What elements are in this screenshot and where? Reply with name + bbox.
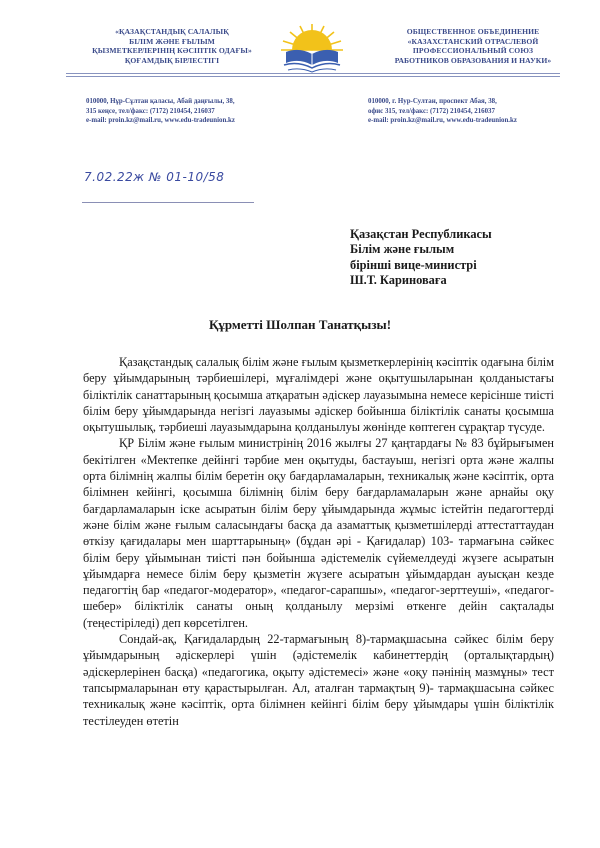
address-line: офис 315, тел/факс: (7172) 210454, 216037 [368,107,495,115]
org-name-kazakh-line: «ҚАЗАҚСТАНДЫҚ САЛАЛЫҚ [115,27,229,36]
address-line: 010000, Нұр-Сұлтан қаласы, Абай даңғылы, 38, [86,98,235,105]
address-kazakh [86,97,235,126]
org-name-russian [368,27,578,65]
header-divider [66,76,560,77]
org-name-kazakh-line: ҚЫЗМЕТКЕРЛЕРІНІҢ КӘСІПТІК ОДАҒЫ» [92,46,252,56]
org-name-russian-line: ОБЩЕСТВЕННОЕ ОБЪЕДИНЕНИЕ [406,27,540,36]
recipient-line: Білім және ғылым [350,242,455,257]
outgoing-number-underline [82,202,254,203]
address-line: 010000, г. Нур-Султан, проспект Абая, 38, [368,98,497,105]
header-divider [66,73,560,74]
recipient-line: бірінші вице-министрі [350,257,477,272]
body-paragraph: ҚР Білім және ғылым министрінің 2016 жылғы 27 қаңтардағы № 83 бұйрығымен бекітілген «Мектепке дейінгі тәрбие мен оқытуды, бастауыш, негізгі орта және жалпы орта білімнің жалпы білім беретін оқу бағдарламаларын, техникалық және кәсіптік, орта білімнен кейінгі, қосымша білімнің білім беру бағдарламаларын және арнайы оқу бағдарламаларын іске асыратын білім беру ұйымдарында жұмыс істейтін педагогтерді және білім және ғылым саласындағы басқа да азаматтық қызметшілерді аттестаттаудан өткізу қағидалары мен шарттарының» (бұдан әрі - Қағидалар) 103- тармағына сәйкес білім беру ұйымынан тиісті пән бойынша әдістемелік сүйемелдеуді жүзеге асыратын ұйымдарға немесе білім беру қызметін жүзеге асыратын ұйымдардан ауысқан кезде педагогтің бар «педагог-модератор», «педагог-сарапшы», «педагог-зерттеуші», «педагог-шебер» біліктілік санаты оның қолданылу мерзімі өткенге дейін сақталады (теңестіріледі) деп көрсетілген. [83,436,554,630]
org-name-russian-line: РАБОТНИКОВ ОБРАЗОВАНИЯ И НАУКИ» [394,55,552,65]
letter-body [83,354,554,729]
address-line: e-mail: proin.kz@mail.ru, www.edu-tradeunion.kz [368,117,517,125]
address-russian [368,97,517,126]
org-name-kazakh [78,27,266,65]
address-line: 315 кеңсе, тел/факс: (7172) 210454, 216037 [86,107,215,115]
body-paragraph: Қазақстандық салалық білім және ғылым қызметкерлерінің кәсіптік одағына білім беру ұйымдарының тәрбиешілері, мұғалімдері және оқытушыларынан қолданыстағы біліктілік санаттарының қосымша атқаратын әдіскер лауазымына немесе керісінше тиісті білім беру ұйымдарында негізгі лауазымы әдіскер бойынша біліктілік санаты қосымша оқытушылық, тәрбиеші лауазымдарына қолданылуы жөнінде көптеген сұрақтар түсуде. [83,355,554,435]
recipient-line: Ш.Т. Кариноваға [350,273,447,288]
recipient-block [350,227,492,289]
salutation: Құрметті Шолпан Танатқызы! [208,317,392,332]
org-name-kazakh-line: ҚОҒАМДЫҚ БІРЛЕСТІГІ [124,55,220,65]
org-name-russian-line: «КАЗАХСТАНСКИЙ ОТРАСЛЕВОЙ [407,36,539,46]
outgoing-number: 7.02.22ж № 01-10/58 [84,170,225,184]
org-name-kazakh-line: БІЛІМ ЖӘНЕ ҒЫЛЫМ [129,36,215,46]
recipient-line: Қазақстан Республикасы [350,227,492,241]
org-name-russian-line: ПРОФЕССИОНАЛЬНЫЙ СОЮЗ [412,46,534,56]
union-emblem-icon [278,20,346,76]
address-line: e-mail: proin.kz@mail.ru, www.edu-tradeunion.kz [86,117,235,125]
body-paragraph: Сондай-ақ, Қағидалардың 22-тармағының 8)-тармақшасына сәйкес білім беру ұйымдарының әдіскерлері үшін (әдістемелік кабинеттердің (орталықтардың) әдіскерлерінен басқа) «педагогика, оқыту әдістемесі» және «оқу пәнінің мазмұны» тест тапсырмаларынан өту қарастырылған. Ал, аталған тармақтың 9)- тармақшасына сәйкес техникалық және кәсіптік, орта білімнен кейінгі білім беру ұйымдары үшін біліктілік тестілеуден өтетін [83,632,554,728]
